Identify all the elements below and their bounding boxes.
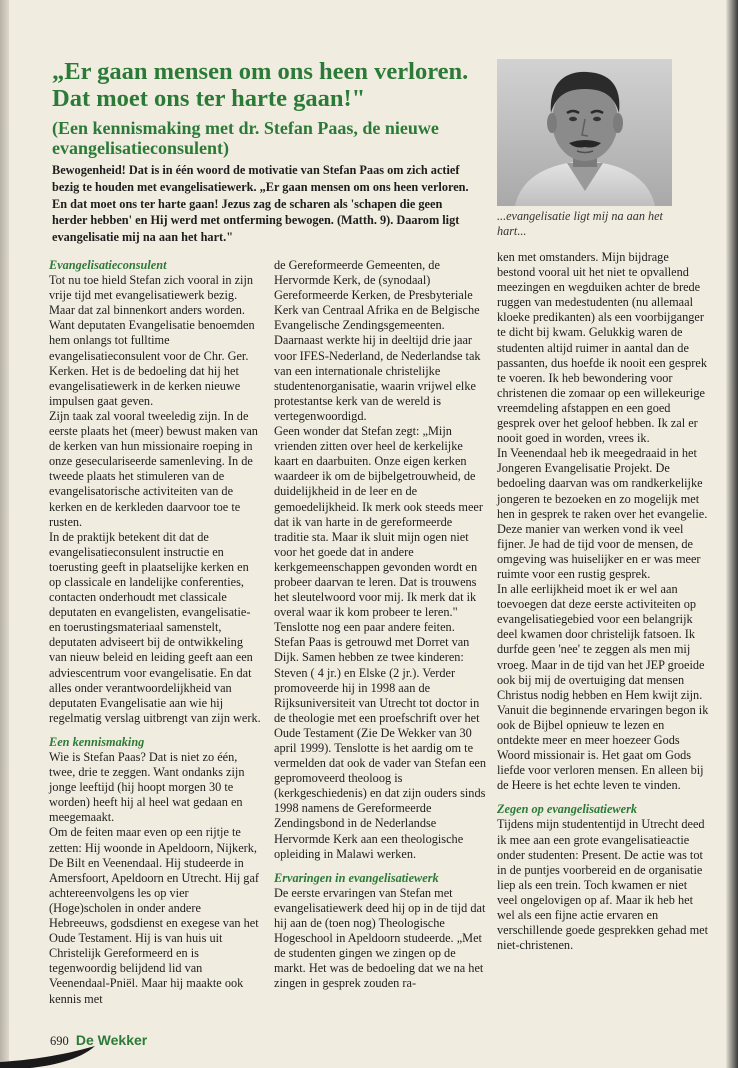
- paragraph: Tijdens mijn studententijd in Utrecht deed ik mee aan een grote evangelisatieactie onder studenten: Present. De actie was tot in de puntjes voorbereid en de organisatie liep als een trein. Toch kwamen er niet veel ongelovigen op af. Maar ik heb het wel als een fijne actie ervaren en verschillende goede gesprekken gehad met niet-christenen.: [497, 817, 709, 953]
- page-number: 690: [50, 1034, 69, 1048]
- section-heading-kennismaking: Een kennismaking: [49, 734, 145, 749]
- section-heading-zegen: Zegen op evangelisatiewerk: [497, 802, 638, 817]
- paragraph: In alle eerlijkheid moet ik er wel aan toevoegen dat deze eerste activiteiten op evangelisatiegebied voor een belangrijk deel kwamen door christelijk fatsoen. Ik durfde geen 'nee' te zeggen als men mij vroeg. Maar in de tijd van het JEP groeide ook bij mij de overtuiging dat mensen Christus nodig hebben en Hem kwijt zijn. Vanuit die beginnende ervaringen begon ik ook de Bijbel opnieuw te lezen en ontdekte meer en meer hoezeer Gods Woord missionair is. Het gaat om Gods liefde voor verloren mensen. En alleen bij de Heere is het echte leven te vinden.: [497, 582, 709, 793]
- portrait-illustration: [497, 59, 672, 206]
- paragraph: De eerste ervaringen van Stefan met evangelisatiewerk deed hij op in de tijd dat hij aan de (toen nog) Theologische Hogeschool in Apeldoorn studeerde. „Met de studenten gingen we zingen op de markt. Het was de bedoeling dat we na het zingen in gesprek zouden ra-: [274, 885, 486, 991]
- text-column-3: [497, 250, 709, 953]
- article-subtitle: (Een kennismaking met dr. Stefan Paas, de nieuwe evangelisatieconsulent): [52, 118, 439, 158]
- article-title: „Er gaan mensen om ons heen verloren. Dat moet ons ter harte gaan!": [52, 58, 469, 112]
- paragraph: ken met omstanders. Mijn bijdrage bestond vooral uit het niet te opvallend meezingen en wegduiken achter de brede ruggen van medestudenten (nu allemaal kloeke predikanten) als een voorbijganger te dicht bij kwam. Gelukkig waren de studenten altijd ruimer in aantal dan de passanten, dus hoefde ik nooit een gesprek te voeren. Ik heb bewondering voor christenen die zomaar op een willekeurige vreemdeling afstappen en een goed gesprek over het geloof hebben. Ik zal er nooit goed in worden, vrees ik.: [497, 250, 708, 446]
- page-edge-left: [0, 0, 9, 1068]
- paragraph: de Gereformeerde Gemeenten, de Hervormde Kerk, de (synodaal) Gereformeerde Kerken, de Presbyteriale Kerk van Centraal Afrika en de Belgische Evangelische Zendingsgemeenten. Daarnaast werkte hij in deeltijd drie jaar voor IFES-Nederland, de Nederlandse tak van een internationale christelijke studentenorganisatie, waarin vrijwel elke protestantse kerk van de wereld is vertegenwoordigd.: [274, 258, 481, 423]
- paragraph: Wie is Stefan Paas? Dat is niet zo één, twee, drie te zeggen. Want ondanks zijn jonge leeftijd (hij hoopt morgen 30 te worden) heeft hij al heel wat gedaan en meegemaakt.: [49, 750, 245, 825]
- text-column-2: [274, 258, 487, 992]
- paragraph: Geen wonder dat Stefan zegt: „Mijn vrienden zitten over heel de kerkelijke kaart en daarbuiten. Onze eigen kerken waardeer ik om de bijbelgetrouwheid, de duidelijkheid in de leer en de gemoedelijkheid. Ik merk ook steeds meer dat ik van harte in de gereformeerde traditie sta. Maar ik sluit mijn ogen niet voor het goede dat in andere kerkgemeenschappen gevonden wordt en probeer daarvan te leren. Dat is trouwens het sleutelwoord voor mij. Ik merk dat ik overal waar ik kom probeer te leren.": [274, 424, 483, 620]
- section-heading-ervaringen: Ervaringen in evangelisatiewerk: [274, 870, 439, 885]
- paragraph: Tot nu toe hield Stefan zich vooral in zijn vrije tijd met evangelisatiewerk bezig. Maar dat zal binnenkort anders worden. Want deputaten Evangelisatie benoemden hem onlangs tot fulltime evangelisatieconsulent voor de Chr. Ger. Kerken. Het is de bedoeling dat hij het evangelisatiewerk in de kerken nieuwe impulsen gaat geven.: [49, 273, 255, 408]
- section-heading-evangelisatieconsulent: Evangelisatieconsulent: [49, 258, 167, 272]
- paragraph: Zijn taak zal vooral tweeledig zijn. In de eerste plaats het (meer) bewust maken van de kerken van hun missionaire roeping in onze geseculariseerde samenleving. In de tweede plaats het stimuleren van de evangelisatorische activiteiten van de kerken en de kerkleden daarvoor toe te rusten.: [49, 408, 258, 529]
- paragraph: Tenslotte nog een paar andere feiten. Stefan Paas is getrouwd met Dorret van Dijk. Samen hebben ze twee kinderen: Steven ( 4 jr.) en Elske (2 jr.). Verder promoveerde hij in 1998 aan de Rijksuniversiteit van Utrecht tot doctor in de theologie met een proefschrift over het Oude Testament (Zie De Wekker van 30 april 1999). Tenslotte is het aardig om te vermelden dat ook de vader van Stefan een gepromoveerd theoloog is (kerkgeschiedenis) en dat zijn ouders sinds 1998 namens de Gereformeerde Zendingsbond in de Nederlandse Hervormde Kerk aan een theologische opleiding in Malawi werken.: [274, 620, 487, 861]
- paragraph: In de praktijk betekent dit dat de evangelisatieconsulent instructie en toerusting geeft in plaatselijke kerken en op classicale en landelijke conferenties, contacten onderhoudt met classicale deputaten en evangelisten, evangelisatie- en toerustingsmateriaal samenstelt, deputaten adviseert bij de ontwikkeling van nieuw beleid en leiding geeft aan een adviescentrum voor evangelisatie. En dat alles onder verantwoordelijkheid van deputaten Evangelisatie aan wie hij regelmatig verslag uitbrengt van zijn werk.: [49, 529, 261, 725]
- page-edge-right: [726, 0, 738, 1068]
- photo-caption: ...evangelisatie ligt mij na aan het hart...: [497, 209, 663, 238]
- paragraph: Om de feiten maar even op een rijtje te zetten: Hij woonde in Apeldoorn, Nijkerk, De Bilt en Veenendaal. Hij studeerde in Amersfoort, Apeldoorn en Utrecht. Hij gaf achtereenvolgens les op vier (Hoge)scholen in onder andere Hebreeuws, godsdienst en exegese van het Oude Testament. Hij is van huis uit Christelijk Gereformeerd en is tegenwoordig belijdend lid van Veenendaal-Pniël. Maar hij maakte ook kennis met: [49, 825, 260, 1006]
- text-column-1: [49, 258, 261, 1007]
- paragraph: In Veenendaal heb ik meegedraaid in het Jongeren Evangelisatie Projekt. De bedoeling daarvan was om randkerkelijke jongeren te bezoeken en zo mogelijk met hen in gesprek te raken over het evangelie. Deze manier van werken vond ik veel fijner. Je had de tijd voor de mensen, de omgeving was huiselijker en er was meer ruimte voor een rustig gesprek.: [497, 446, 708, 581]
- article-intro: Bewogenheid! Dat is in één woord de motivatie van Stefan Paas om zich actief bezig te houden met evangelisatiewerk. „Er gaan mensen om ons heen verloren. En dat moet ons ter harte gaan! Jezus zag de scharen als 'schapen die geen herder hebben' en Hij werd met ontferming bewogen. (Matth. 9). Daarom ligt evangelisatie mij na aan het hart.": [52, 163, 469, 245]
- portrait-photo: [497, 59, 672, 206]
- magazine-name: De Wekker: [75, 1032, 148, 1048]
- footer-swoosh-graphic: [0, 1046, 110, 1068]
